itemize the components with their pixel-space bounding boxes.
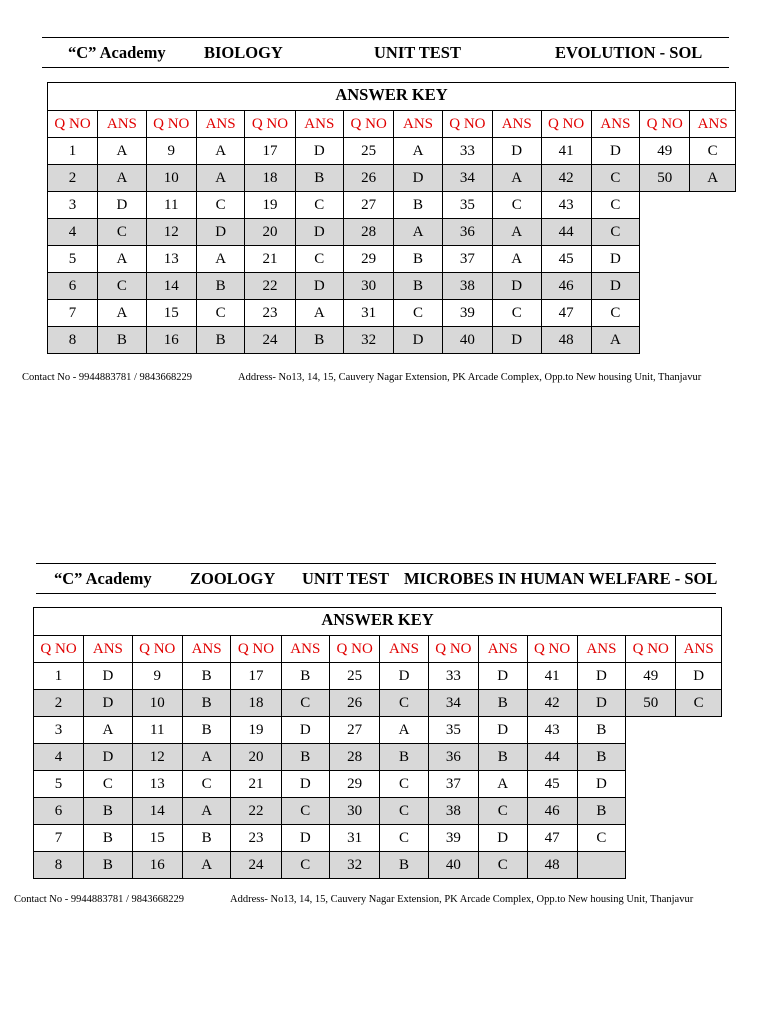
answer-cell: C [98,219,147,246]
answer-cell: A [478,771,527,798]
question-number-cell: 3 [48,192,98,219]
question-number-cell: 38 [442,273,492,300]
column-header-ans: ANS [98,111,147,138]
empty-cell [690,273,736,300]
question-number-cell: 4 [34,744,84,771]
answer-cell: B [478,744,527,771]
question-number-cell: 40 [428,852,478,879]
question-number-cell: 13 [132,771,182,798]
column-header-qno: Q NO [245,111,295,138]
answer-cell: A [182,798,231,825]
empty-cell [676,825,722,852]
empty-cell [626,744,676,771]
empty-cell [640,300,690,327]
empty-cell [626,717,676,744]
question-number-cell: 6 [34,798,84,825]
question-number-cell: 46 [527,798,577,825]
answer-cell: A [98,246,147,273]
table-row [48,273,736,300]
answer-cell: D [281,771,330,798]
question-number-cell: 1 [34,663,84,690]
question-number-cell: 9 [146,138,196,165]
table-row [48,327,736,354]
topic-name: MICROBES IN HUMAN WELFARE - SOL [404,569,718,588]
answer-cell: C [676,690,722,717]
answer-cell: C [690,138,736,165]
header-top-rule [36,563,716,564]
question-number-cell: 6 [48,273,98,300]
answer-cell: D [84,663,133,690]
column-header-ans: ANS [281,636,330,663]
question-number-cell: 22 [245,273,295,300]
answer-key-table [33,635,722,879]
header-bottom-rule [42,67,729,68]
empty-cell [640,192,690,219]
question-number-cell: 50 [626,690,676,717]
question-number-cell: 49 [640,138,690,165]
empty-cell [676,771,722,798]
question-number-cell: 2 [34,690,84,717]
answer-cell: A [84,717,133,744]
question-number-cell: 22 [231,798,281,825]
question-number-cell: 45 [541,246,591,273]
empty-cell [676,744,722,771]
answer-cell: D [84,744,133,771]
question-number-cell: 27 [330,717,380,744]
answer-cell: D [196,219,245,246]
column-header-ans: ANS [394,111,443,138]
answer-cell: A [98,300,147,327]
answer-cell: B [98,327,147,354]
answer-cell: B [577,798,626,825]
question-number-cell: 23 [231,825,281,852]
answer-cell: A [690,165,736,192]
answer-cell: A [98,165,147,192]
sheet-header [0,41,768,65]
column-header-ans: ANS [591,111,640,138]
test-name: UNIT TEST [302,569,389,588]
question-number-cell: 38 [428,798,478,825]
question-number-cell: 14 [146,273,196,300]
question-number-cell: 49 [626,663,676,690]
table-row [48,138,736,165]
answer-key-title-box [47,82,736,111]
answer-cell: C [380,771,429,798]
answer-cell: A [492,246,541,273]
empty-cell [640,327,690,354]
question-number-cell: 24 [245,327,295,354]
table-row [48,300,736,327]
answer-cell: B [478,690,527,717]
answer-cell: C [492,300,541,327]
answer-cell: D [394,165,443,192]
question-number-cell: 36 [428,744,478,771]
empty-cell [676,852,722,879]
answer-cell: A [492,165,541,192]
answer-cell: D [492,273,541,300]
answer-cell: C [295,246,344,273]
answer-cell: A [196,138,245,165]
column-header-qno: Q NO [527,636,577,663]
answer-cell: D [281,825,330,852]
answer-cell: D [380,663,429,690]
column-header-qno: Q NO [34,636,84,663]
question-number-cell: 14 [132,798,182,825]
question-number-cell: 47 [541,300,591,327]
answer-cell: D [98,192,147,219]
answer-cell: B [281,663,330,690]
answer-cell: A [98,138,147,165]
empty-cell [676,798,722,825]
question-number-cell: 30 [330,798,380,825]
column-header-ans: ANS [577,636,626,663]
answer-cell: B [380,852,429,879]
answer-cell: C [380,798,429,825]
column-header-qno: Q NO [231,636,281,663]
table-row [34,771,722,798]
subject-name: BIOLOGY [204,43,283,62]
column-header-ans: ANS [295,111,344,138]
empty-cell [626,825,676,852]
column-header-qno: Q NO [626,636,676,663]
question-number-cell: 7 [48,300,98,327]
answer-cell: C [394,300,443,327]
answer-cell: C [281,798,330,825]
question-number-cell: 16 [132,852,182,879]
question-number-cell: 45 [527,771,577,798]
question-number-cell: 17 [245,138,295,165]
question-number-cell: 35 [442,192,492,219]
question-number-cell: 29 [344,246,394,273]
question-number-cell: 13 [146,246,196,273]
question-number-cell: 20 [245,219,295,246]
empty-cell [690,192,736,219]
answer-cell: C [182,771,231,798]
answer-cell: C [84,771,133,798]
question-number-cell: 12 [132,744,182,771]
question-number-cell: 32 [344,327,394,354]
question-number-cell: 24 [231,852,281,879]
column-header-ans: ANS [84,636,133,663]
question-number-cell: 43 [541,192,591,219]
answer-cell: D [492,327,541,354]
question-number-cell: 12 [146,219,196,246]
answer-cell: B [182,663,231,690]
answer-cell: A [196,246,245,273]
question-number-cell: 26 [344,165,394,192]
answer-cell: C [98,273,147,300]
question-number-cell: 33 [428,663,478,690]
answer-cell: C [196,192,245,219]
question-number-cell: 42 [541,165,591,192]
answer-cell: A [394,219,443,246]
answer-cell: A [394,138,443,165]
column-header-qno: Q NO [442,111,492,138]
question-number-cell: 29 [330,771,380,798]
answer-cell: C [196,300,245,327]
column-header-qno: Q NO [541,111,591,138]
question-number-cell: 26 [330,690,380,717]
answer-cell: B [295,165,344,192]
answer-cell: A [196,165,245,192]
empty-cell [640,219,690,246]
answer-cell: C [591,219,640,246]
column-header-qno: Q NO [48,111,98,138]
answer-cell: B [84,852,133,879]
answer-cell: D [281,717,330,744]
academy-name: “C” Academy [54,569,152,588]
answer-cell: A [182,852,231,879]
answer-cell: D [591,246,640,273]
table-row [48,246,736,273]
answer-cell: C [295,192,344,219]
answer-cell: B [84,798,133,825]
question-number-cell: 8 [34,852,84,879]
column-header-qno: Q NO [344,111,394,138]
table-header-row [34,636,722,663]
question-number-cell: 41 [541,138,591,165]
question-number-cell: 41 [527,663,577,690]
answer-cell: B [394,246,443,273]
table-row [34,744,722,771]
answer-cell: A [591,327,640,354]
question-number-cell: 25 [344,138,394,165]
answer-cell: D [577,663,626,690]
question-number-cell: 9 [132,663,182,690]
question-number-cell: 50 [640,165,690,192]
question-number-cell: 31 [330,825,380,852]
header-top-rule [42,37,729,38]
column-header-ans: ANS [676,636,722,663]
answer-cell: B [295,327,344,354]
question-number-cell: 33 [442,138,492,165]
answer-cell: C [577,825,626,852]
answer-key-title: ANSWER KEY [335,85,448,104]
column-header-qno: Q NO [428,636,478,663]
empty-cell [690,246,736,273]
table-row [34,825,722,852]
table-header-row [48,111,736,138]
answer-cell: D [591,273,640,300]
question-number-cell: 36 [442,219,492,246]
question-number-cell: 43 [527,717,577,744]
question-number-cell: 20 [231,744,281,771]
table-row [34,852,722,879]
question-number-cell: 28 [330,744,380,771]
academy-name: “C” Academy [68,43,166,62]
question-number-cell: 44 [541,219,591,246]
question-number-cell: 7 [34,825,84,852]
answer-cell: B [380,744,429,771]
question-number-cell: 37 [428,771,478,798]
contact-number: Contact No - 9944883781 / 9843668229 [22,372,193,383]
answer-cell: D [394,327,443,354]
answer-cell: B [182,690,231,717]
question-number-cell: 23 [245,300,295,327]
answer-cell: C [591,165,640,192]
column-header-ans: ANS [380,636,429,663]
table-row [48,165,736,192]
question-number-cell: 18 [245,165,295,192]
answer-cell: B [281,744,330,771]
column-header-qno: Q NO [330,636,380,663]
answer-cell: B [196,327,245,354]
table-row [34,663,722,690]
answer-cell: C [380,825,429,852]
question-number-cell: 15 [146,300,196,327]
question-number-cell: 8 [48,327,98,354]
question-number-cell: 15 [132,825,182,852]
answer-key-title-box [33,607,722,636]
question-number-cell: 11 [132,717,182,744]
question-number-cell: 21 [245,246,295,273]
question-number-cell: 10 [132,690,182,717]
answer-cell: A [182,744,231,771]
column-header-ans: ANS [478,636,527,663]
address: Address- No13, 14, 15, Cauvery Nagar Extension, PK Arcade Complex, Opp.to New housing Unit, Thanjavur [230,894,694,905]
question-number-cell: 42 [527,690,577,717]
table-row [48,219,736,246]
answer-cell: C [281,852,330,879]
answer-cell: B [196,273,245,300]
question-number-cell: 44 [527,744,577,771]
question-number-cell: 10 [146,165,196,192]
answer-cell: A [492,219,541,246]
answer-cell: C [591,300,640,327]
address: Address- No13, 14, 15, Cauvery Nagar Extension, PK Arcade Complex, Opp.to New housing Unit, Thanjavur [238,372,702,383]
column-header-ans: ANS [492,111,541,138]
question-number-cell: 28 [344,219,394,246]
empty-cell [690,300,736,327]
answer-key-table [47,110,736,354]
column-header-ans: ANS [690,111,736,138]
answer-cell: A [380,717,429,744]
answer-cell: D [295,138,344,165]
empty-cell [690,327,736,354]
question-number-cell: 3 [34,717,84,744]
contact-number: Contact No - 9944883781 / 9843668229 [14,894,185,905]
column-header-qno: Q NO [146,111,196,138]
question-number-cell: 4 [48,219,98,246]
answer-cell: D [492,138,541,165]
answer-cell: B [394,192,443,219]
question-number-cell: 5 [34,771,84,798]
question-number-cell: 16 [146,327,196,354]
column-header-qno: Q NO [132,636,182,663]
question-number-cell: 2 [48,165,98,192]
answer-cell: D [591,138,640,165]
question-number-cell: 5 [48,246,98,273]
answer-cell: B [577,744,626,771]
answer-cell: C [380,690,429,717]
question-number-cell: 32 [330,852,380,879]
question-number-cell: 47 [527,825,577,852]
empty-cell [626,771,676,798]
header-bottom-rule [36,593,716,594]
answer-cell: D [295,219,344,246]
answer-cell: C [591,192,640,219]
question-number-cell: 11 [146,192,196,219]
empty-cell [626,852,676,879]
answer-cell: D [478,663,527,690]
answer-cell: B [577,717,626,744]
answer-cell: A [295,300,344,327]
question-number-cell: 27 [344,192,394,219]
question-number-cell: 46 [541,273,591,300]
question-number-cell: 1 [48,138,98,165]
empty-cell [690,219,736,246]
answer-cell: C [478,852,527,879]
empty-cell [640,273,690,300]
question-number-cell: 48 [527,852,577,879]
column-header-qno: Q NO [640,111,690,138]
empty-cell [640,246,690,273]
table-row [34,717,722,744]
test-name: UNIT TEST [374,43,461,62]
column-header-ans: ANS [196,111,245,138]
question-number-cell: 18 [231,690,281,717]
question-number-cell: 37 [442,246,492,273]
answer-cell: B [394,273,443,300]
answer-cell: B [182,717,231,744]
answer-cell: D [577,771,626,798]
answer-cell: C [492,192,541,219]
empty-cell [676,717,722,744]
table-row [48,192,736,219]
answer-cell: D [295,273,344,300]
question-number-cell: 39 [442,300,492,327]
answer-cell [577,852,626,879]
answer-cell: D [84,690,133,717]
subject-name: ZOOLOGY [190,569,276,588]
answer-cell: C [281,690,330,717]
answer-cell: C [478,798,527,825]
answer-cell: D [577,690,626,717]
answer-cell: B [182,825,231,852]
question-number-cell: 34 [442,165,492,192]
question-number-cell: 21 [231,771,281,798]
question-number-cell: 35 [428,717,478,744]
question-number-cell: 19 [231,717,281,744]
sheet-header [0,567,768,591]
empty-cell [626,798,676,825]
question-number-cell: 19 [245,192,295,219]
answer-cell: D [478,825,527,852]
topic-name: EVOLUTION - SOL [555,43,703,62]
answer-key-title: ANSWER KEY [321,610,434,629]
answer-cell: D [676,663,722,690]
column-header-ans: ANS [182,636,231,663]
question-number-cell: 40 [442,327,492,354]
table-row [34,798,722,825]
question-number-cell: 25 [330,663,380,690]
question-number-cell: 48 [541,327,591,354]
question-number-cell: 30 [344,273,394,300]
question-number-cell: 39 [428,825,478,852]
answer-cell: D [478,717,527,744]
table-row [34,690,722,717]
answer-cell: B [84,825,133,852]
question-number-cell: 31 [344,300,394,327]
question-number-cell: 17 [231,663,281,690]
question-number-cell: 34 [428,690,478,717]
